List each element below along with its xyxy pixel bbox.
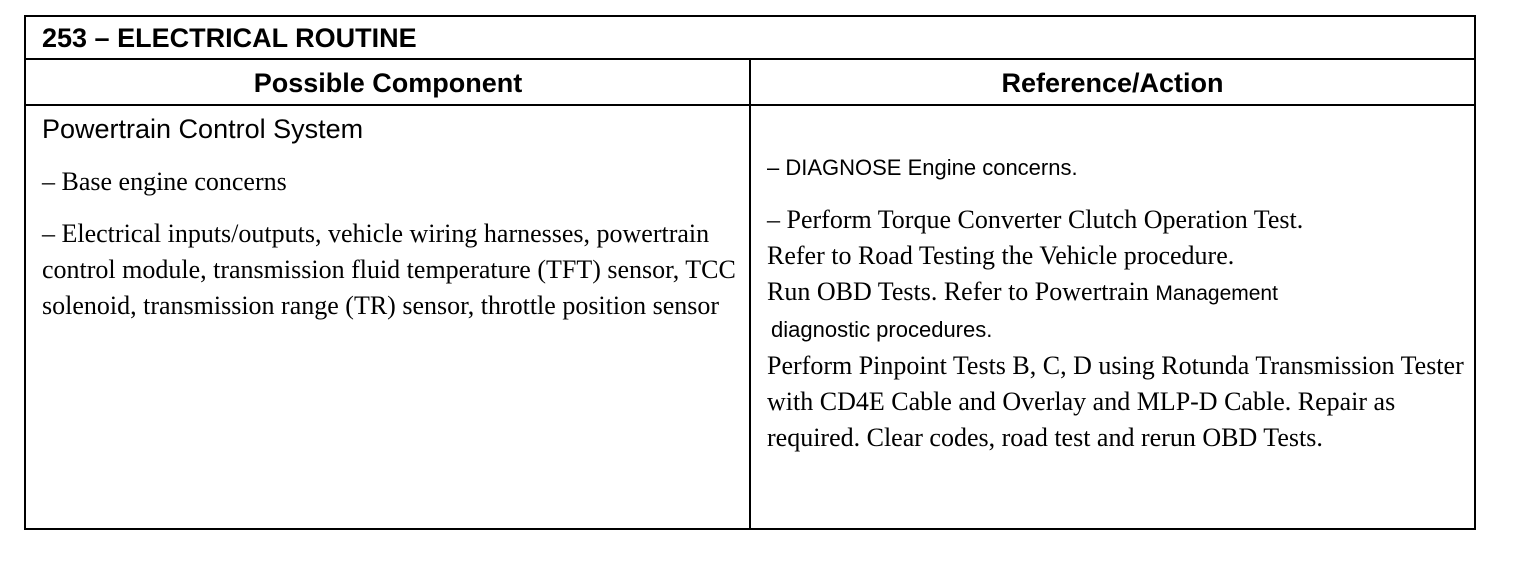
table-title: 253 – ELECTRICAL ROUTINE xyxy=(26,17,1474,60)
component-cell xyxy=(42,106,742,324)
action-run-obd-tests xyxy=(767,274,1467,312)
action-torque-converter-test: – Perform Torque Converter Clutch Operation Test. xyxy=(767,205,1304,234)
action-management-text: Management xyxy=(1155,282,1278,305)
component-item-electrical: – Electrical inputs/outputs, vehicle wiring harnesses, powertrain control module, transmission fluid temperature (TFT) sensor, TCC solenoid, transmission range (TR) sensor, throttle position sensor xyxy=(42,219,736,320)
action-diagnostic-procedures: diagnostic procedures. xyxy=(771,317,993,342)
electrical-routine-table xyxy=(24,15,1476,530)
column-divider xyxy=(749,60,751,528)
component-system-title: Powertrain Control System xyxy=(42,114,364,144)
action-cell xyxy=(767,106,1467,456)
header-possible-component: Possible Component xyxy=(253,68,523,98)
action-run-obd-text: Run OBD Tests. Refer to Powertrain xyxy=(767,277,1149,306)
action-pinpoint-tests: Perform Pinpoint Tests B, C, D using Rotunda Transmission Tester with CD4E Cable and Overlay and MLP-D Cable. Repair as required. Clear codes, road test and rerun OBD Tests. xyxy=(767,351,1464,452)
action-diagnose-engine: – DIAGNOSE Engine concerns. xyxy=(767,155,1078,180)
header-reference-action: Reference/Action xyxy=(1001,68,1224,98)
component-item-base-engine: – Base engine concerns xyxy=(42,167,287,196)
action-road-testing: Refer to Road Testing the Vehicle procedure. xyxy=(767,241,1235,270)
